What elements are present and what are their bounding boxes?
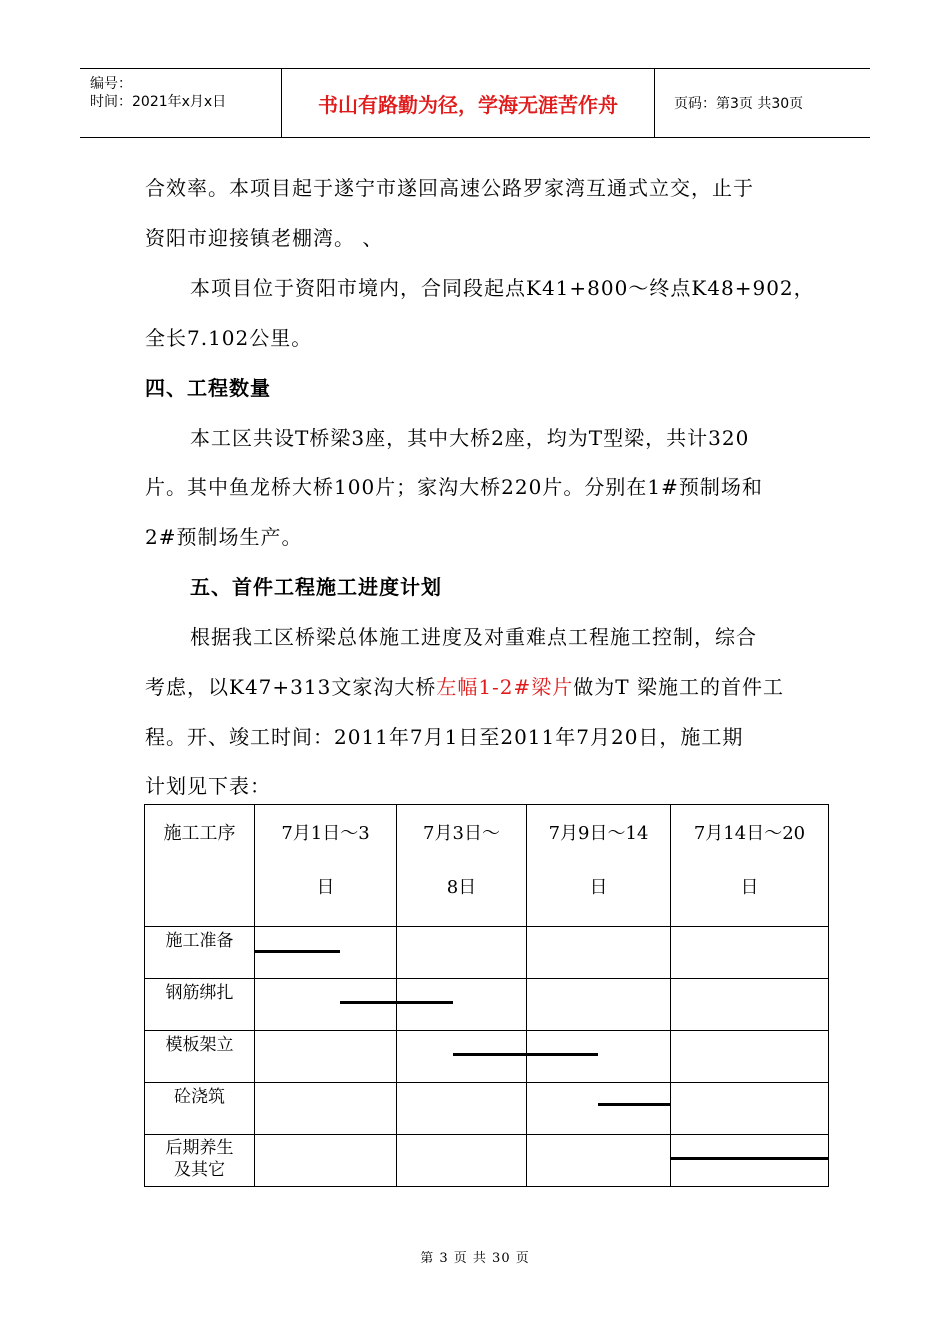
- task-row: [145, 927, 829, 979]
- header-page-info: [664, 69, 870, 137]
- schedule-cell: [671, 1031, 829, 1083]
- schedule-cell: [255, 927, 397, 979]
- page-footer: 第 3 页 共 30 页: [420, 1251, 530, 1266]
- gantt-bar: [255, 950, 340, 953]
- task-label: 施工准备: [145, 927, 255, 979]
- task-label: 钢筋绑扎: [145, 979, 255, 1031]
- task-label: 模板架立: [145, 1031, 255, 1083]
- paragraph-line: 合效率。本项目起于遂宁市遂回高速公路罗家湾互通式立交，止于: [145, 176, 754, 200]
- schedule-header-row: [145, 805, 829, 927]
- highlighted-beam-text: 左幅1-2#梁片: [436, 675, 574, 699]
- schedule-table: [144, 804, 829, 1187]
- paragraph-line: 本工区共设T桥梁3座，其中大桥2座，均为T型梁，共计320: [190, 426, 750, 450]
- paragraph-line: 根据我工区桥梁总体施工进度及对重难点工程施工控制，综合: [190, 625, 757, 649]
- header-motto: 书山有路勤为径，学海无涯苦作舟: [281, 69, 655, 137]
- paragraph-line: 2#预制场生产。: [145, 525, 303, 549]
- period-header: 7月3日～ 8日: [397, 805, 527, 927]
- paragraph-line: 全长7.102公里。: [145, 326, 313, 350]
- paragraph-line: 程。开、竣工时间：2011年7月1日至2011年7月20日，施工期: [145, 725, 744, 749]
- task-row: [145, 1031, 829, 1083]
- period-header: 7月1日～3 日: [255, 805, 397, 927]
- section-heading-5: 五、首件工程施工进度计划: [190, 575, 442, 599]
- document-time-label: 时间：2021年x月x日: [90, 94, 227, 110]
- schedule-cell: [397, 979, 527, 1031]
- header-meta: [80, 69, 281, 137]
- schedule-cell: [397, 1135, 527, 1187]
- schedule-cell: [527, 1135, 671, 1187]
- period-header: 7月14日～20 日: [671, 805, 829, 927]
- period-header: 7月9日～14 日: [527, 805, 671, 927]
- paragraph-line: 资阳市迎接镇老棚湾。 、: [145, 226, 384, 250]
- schedule-cell: [527, 927, 671, 979]
- schedule-cell: [397, 1031, 527, 1083]
- task-column-header: 施工工序: [145, 805, 255, 927]
- task-row: [145, 1135, 829, 1187]
- page-info-text: 页码：第3页 共30页: [674, 96, 804, 112]
- document-number-label: 编号：: [90, 76, 132, 92]
- schedule-cell: [527, 1083, 671, 1135]
- paragraph-line: 本项目位于资阳市境内，合同段起点K41+800～终点K48+902，: [190, 276, 815, 300]
- schedule-cell: [255, 979, 397, 1031]
- section-heading-4: 四、工程数量: [145, 376, 271, 400]
- schedule-cell: [671, 1083, 829, 1135]
- task-row: [145, 1083, 829, 1135]
- text-segment: 考虑，以K47+313文家沟大桥: [145, 675, 437, 699]
- paragraph-line: 片。其中鱼龙桥大桥100片；家沟大桥220片。分别在1#预制场和: [145, 475, 763, 499]
- schedule-cell: [255, 1135, 397, 1187]
- page-header: [80, 68, 870, 138]
- schedule-cell: [671, 1135, 829, 1187]
- task-label: 后期养生 及其它: [145, 1135, 255, 1187]
- schedule-cell: [671, 927, 829, 979]
- schedule-cell: [527, 1031, 671, 1083]
- schedule-cell: [397, 1083, 527, 1135]
- text-segment: 做为T 梁施工的首件工: [573, 675, 784, 699]
- schedule-cell: [255, 1083, 397, 1135]
- paragraph-line: [145, 671, 784, 700]
- schedule-cell: [527, 979, 671, 1031]
- task-row: [145, 979, 829, 1031]
- schedule-cell: [397, 927, 527, 979]
- paragraph-line: 计划见下表：: [145, 774, 271, 798]
- task-label: 砼浇筑: [145, 1083, 255, 1135]
- schedule-cell: [671, 979, 829, 1031]
- schedule-cell: [255, 1031, 397, 1083]
